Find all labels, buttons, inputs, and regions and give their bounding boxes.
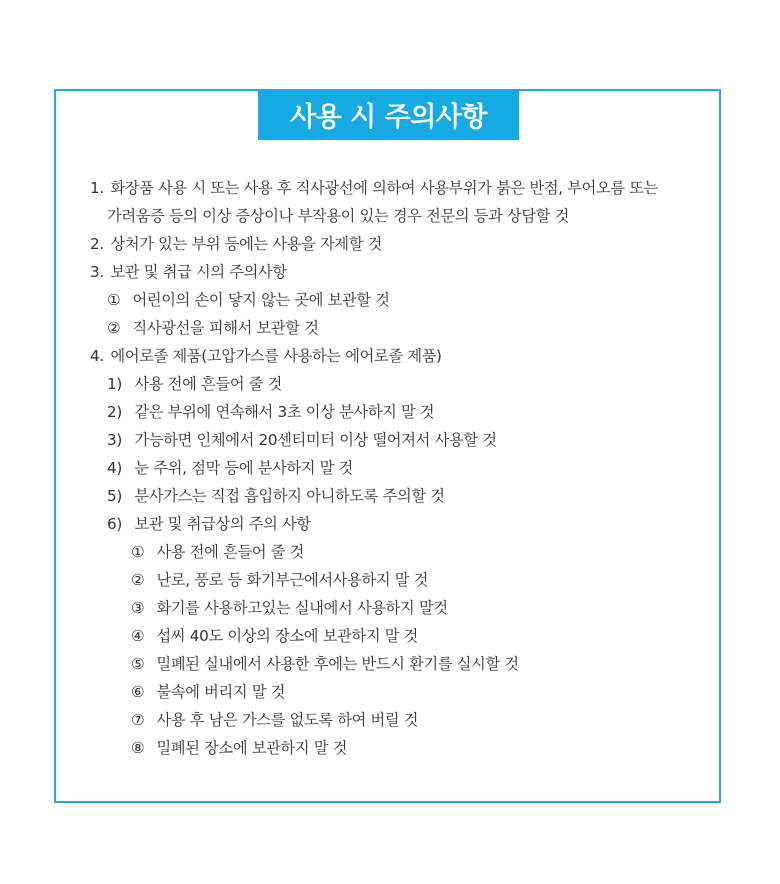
item-text: 보관 및 취급 시의 주의사항: [110, 263, 287, 281]
item-text: 상처가 있는 부위 등에는 사용을 자제할 것: [110, 235, 383, 253]
list-item: [90, 622, 700, 650]
item-marker: 1): [107, 375, 122, 393]
item-text: 난로, 풍로 등 화기부근에서사용하지 말 것: [156, 571, 429, 589]
item-text: 보관 및 취급상의 주의 사항: [134, 515, 311, 533]
item-continuation: 가려움증 등의 이상 증상이나 부작용이 있는 경우 전문의 등과 상담할 것: [107, 207, 570, 225]
list-item: [90, 426, 700, 454]
item-text: 분사가스는 직접 흡입하지 아니하도록 주의할 것: [134, 487, 445, 505]
list-item: [90, 734, 700, 762]
page-title: 사용 시 주의사항: [290, 102, 487, 133]
item-marker: 3): [107, 431, 122, 449]
item-text: 섭씨 40도 이상의 장소에 보관하지 말 것: [156, 627, 418, 645]
item-text: 사용 전에 흔들어 줄 것: [134, 375, 282, 393]
item-marker: ⑧: [131, 739, 145, 757]
list-item: [90, 650, 700, 678]
list-item: [90, 342, 700, 370]
list-item: [90, 538, 700, 566]
item-text: 불속에 버리지 말 것: [156, 683, 286, 701]
item-marker: 4): [107, 459, 122, 477]
item-text: 눈 주위, 점막 등에 분사하지 말 것: [134, 459, 354, 477]
item-text: 에어로졸 제품(고압가스를 사용하는 에어로졸 제품): [110, 347, 442, 365]
item-marker: 1.: [90, 179, 104, 197]
item-text: 같은 부위에 연속해서 3초 이상 분사하지 말 것: [134, 403, 435, 421]
item-marker: ④: [131, 627, 145, 645]
list-item: [90, 454, 700, 482]
item-marker: 2.: [90, 235, 104, 253]
title-banner: [258, 89, 519, 140]
item-marker: 2): [107, 403, 122, 421]
item-marker: 4.: [90, 347, 104, 365]
item-marker: ⑥: [131, 683, 145, 701]
list-item: [90, 370, 700, 398]
item-marker: ②: [131, 571, 145, 589]
item-marker: ①: [107, 291, 121, 309]
item-text: 어린이의 손이 닿지 않는 곳에 보관할 것: [132, 291, 390, 309]
item-marker: ②: [107, 319, 121, 337]
list-item: [90, 566, 700, 594]
item-marker: ③: [131, 599, 145, 617]
list-item: [90, 482, 700, 510]
item-text: 사용 전에 흔들어 줄 것: [156, 543, 304, 561]
list-item: [90, 706, 700, 734]
item-text: 밀폐된 실내에서 사용한 후에는 반드시 환기를 실시할 것: [156, 655, 519, 673]
list-item: [90, 398, 700, 426]
item-marker: 3.: [90, 263, 104, 281]
item-text: 화장품 사용 시 또는 사용 후 직사광선에 의하여 사용부위가 붉은 반점, 부어오름 또는: [110, 179, 659, 197]
item-marker: 6): [107, 515, 122, 533]
item-text: 가능하면 인체에서 20센티미터 이상 떨어져서 사용할 것: [134, 431, 497, 449]
item-marker: ⑤: [131, 655, 145, 673]
list-item: [90, 258, 700, 286]
list-item: [90, 174, 700, 202]
item-marker: ①: [131, 543, 145, 561]
item-text: 직사광선을 피해서 보관할 것: [132, 319, 319, 337]
list-item: [90, 230, 700, 258]
list-item: [90, 314, 700, 342]
list-item: [90, 678, 700, 706]
list-item: [90, 510, 700, 538]
list-item: [90, 286, 700, 314]
item-text: 화기를 사용하고있는 실내에서 사용하지 말것: [156, 599, 448, 617]
item-marker: ⑦: [131, 711, 145, 729]
precautions-list: [90, 174, 700, 762]
list-item: [90, 594, 700, 622]
item-marker: 5): [107, 487, 122, 505]
item-text: 밀폐된 장소에 보관하지 말 것: [156, 739, 348, 757]
item-text: 사용 후 남은 가스를 없도록 하여 버릴 것: [156, 711, 419, 729]
